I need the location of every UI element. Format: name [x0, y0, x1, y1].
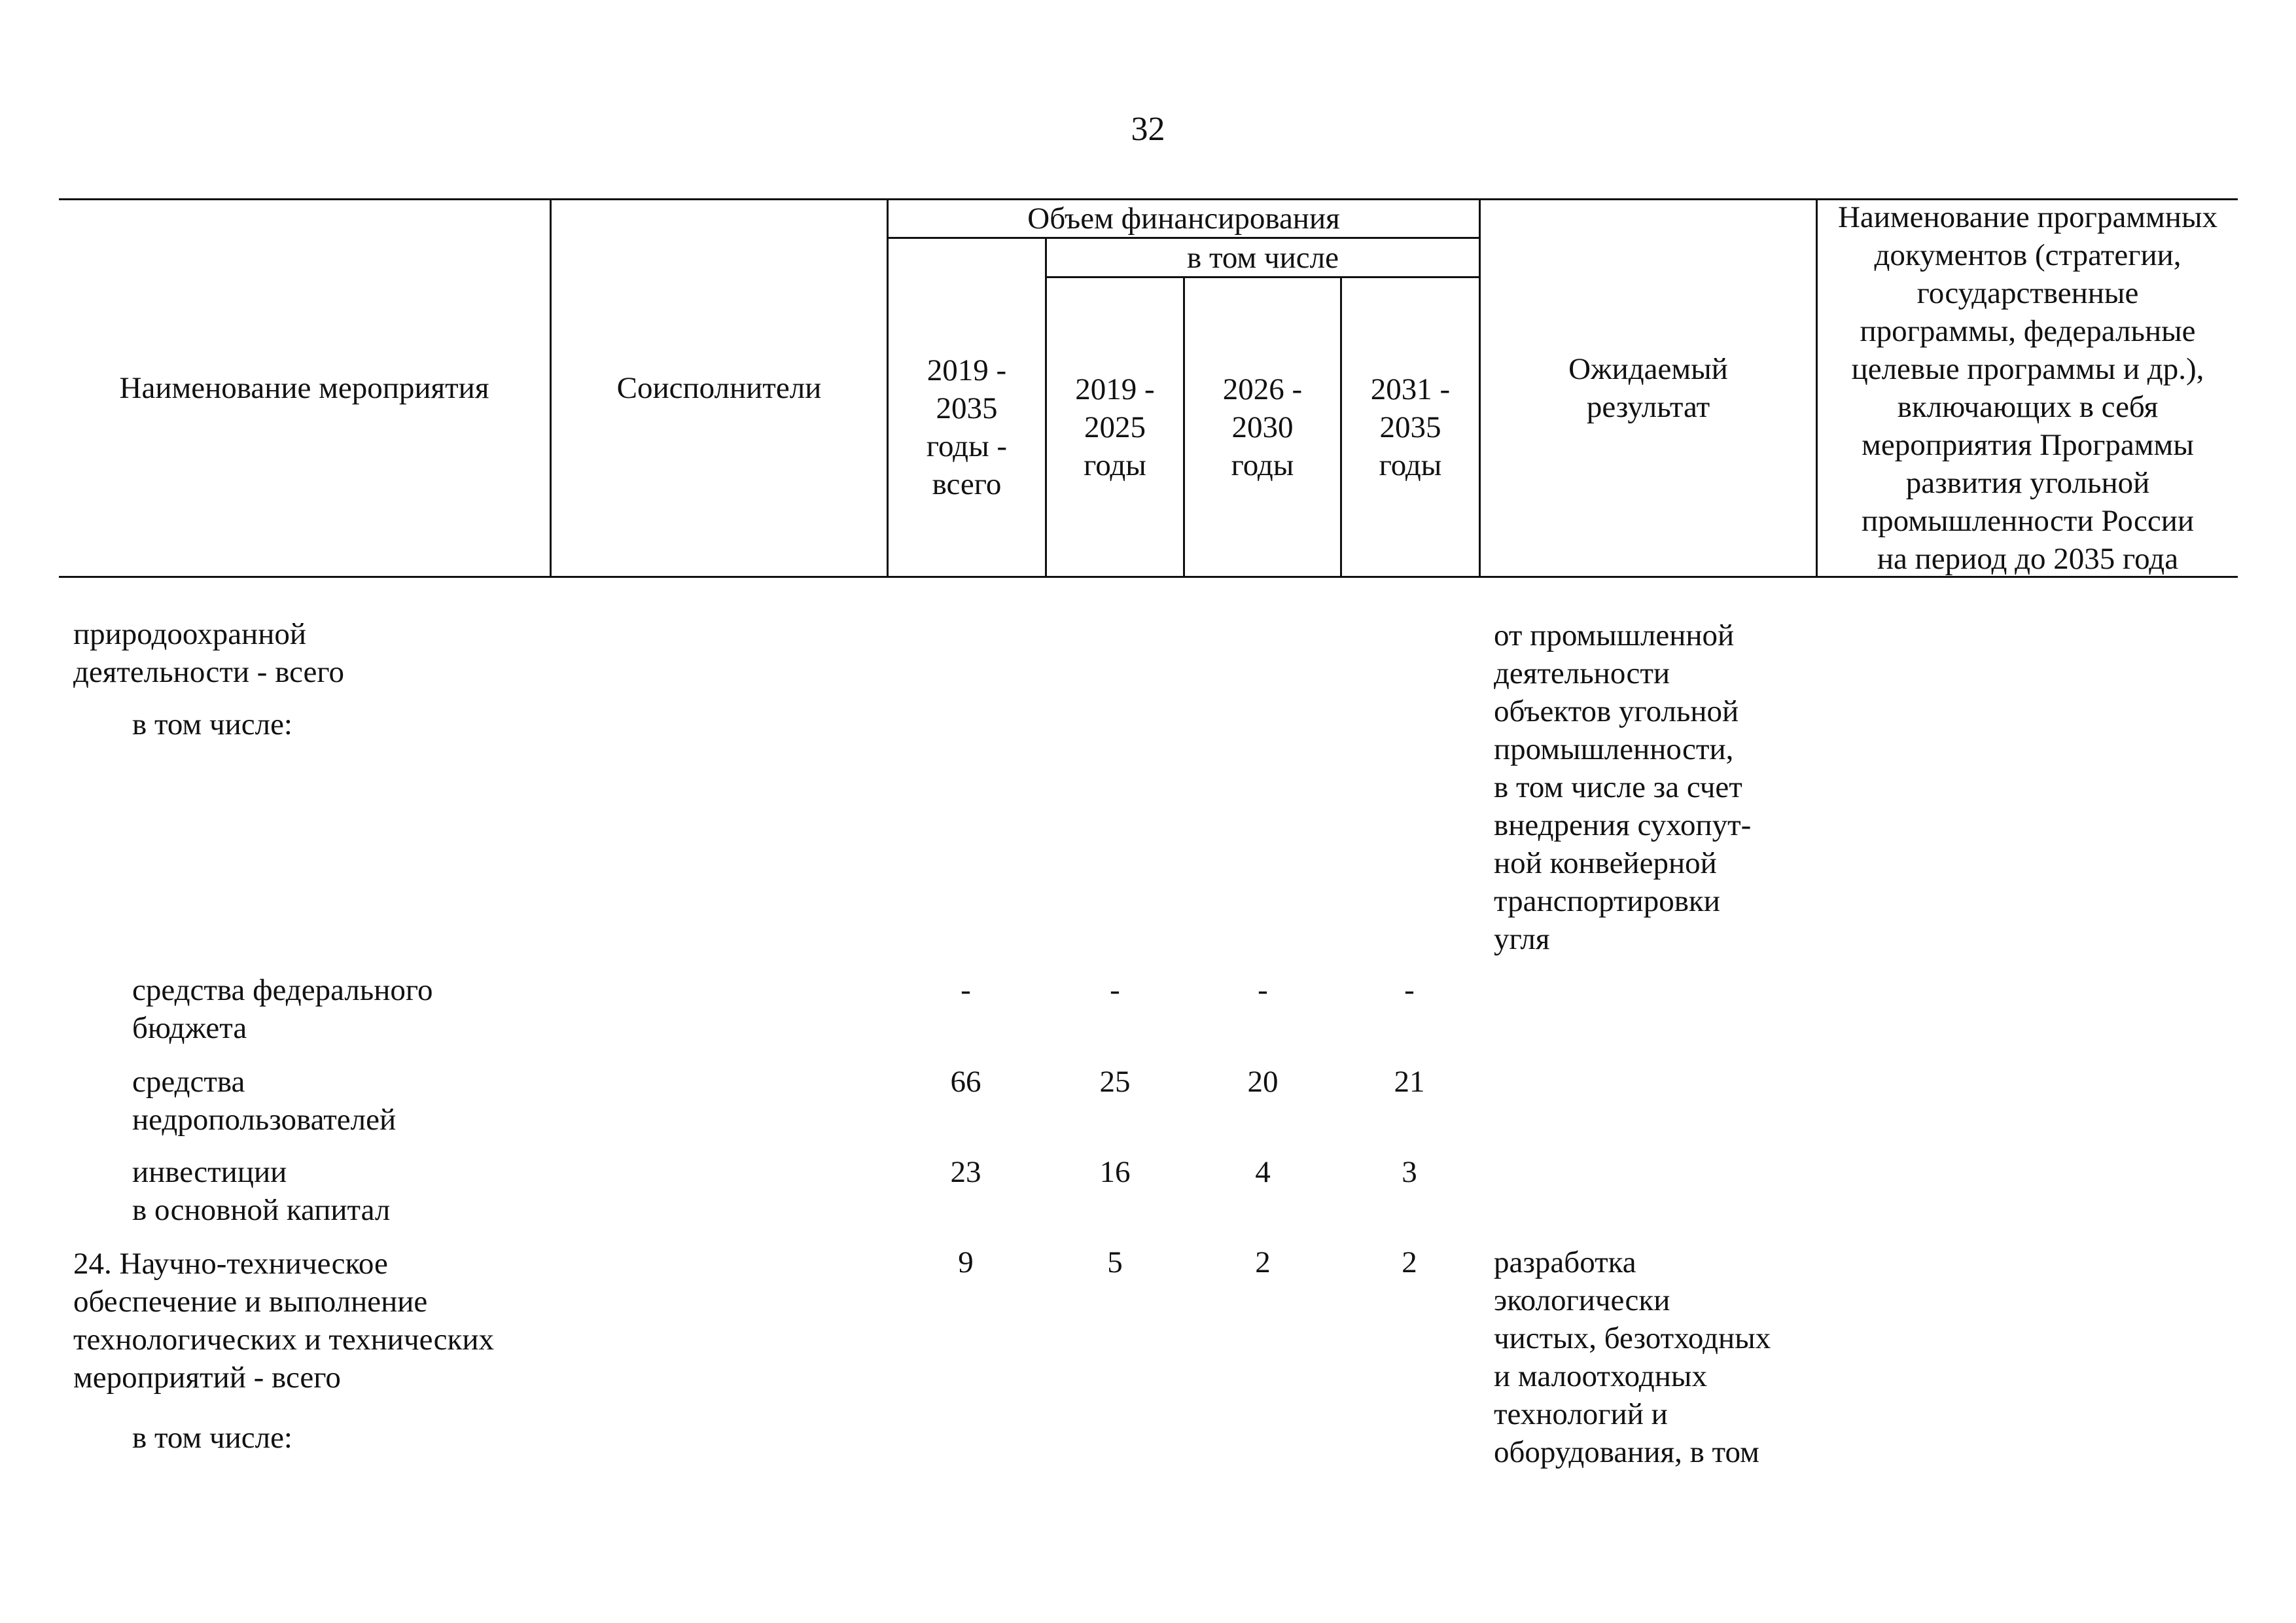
header-funding: Объем финансирования — [1027, 202, 1340, 236]
header-2026-2030: 2026 - 2030 годы — [1222, 372, 1303, 482]
value-2026-2030: 4 — [1255, 1155, 1271, 1189]
value-2031-2035: 2 — [1402, 1245, 1417, 1279]
value-total: 66 — [950, 1065, 981, 1099]
row-event: природоохранной деятельности - всего — [73, 617, 345, 689]
header-event: Наименование мероприятия — [119, 371, 489, 405]
value-2031-2035: - — [1404, 973, 1415, 1007]
value-2031-2035: 3 — [1402, 1155, 1417, 1189]
value-total: 23 — [950, 1155, 981, 1189]
value-2019-2025: - — [1110, 973, 1120, 1007]
value-2019-2025: 16 — [1099, 1155, 1131, 1189]
row-result: разработка экологически чистых, безотходных и малоотходных технологий и оборудования, в том — [1494, 1245, 1771, 1469]
value-2019-2025: 25 — [1099, 1065, 1131, 1099]
row-event: 24. Научно-техническое обеспечение и выполнение технологических и технических мероприятий - всего — [73, 1247, 494, 1395]
page-number: 32 — [1131, 111, 1165, 148]
value-2026-2030: - — [1258, 973, 1268, 1007]
value-2019-2025: 5 — [1107, 1245, 1123, 1279]
header-documents: Наименование программных документов (стратегии, государственные программы, федеральные целевые программы и др.), включающих в себя мероприятия Программы развития угольной промышленности России на период до 2035 года — [1837, 200, 2218, 576]
header-result: Ожидаемый результат — [1568, 352, 1728, 424]
value-2026-2030: 20 — [1247, 1065, 1279, 1099]
row-event: в том числе: — [132, 1421, 292, 1455]
value-total: - — [961, 973, 971, 1007]
row-event: инвестиции в основной капитал — [132, 1155, 391, 1227]
header-including: в том числе — [1187, 240, 1339, 275]
row-event: средства федерального бюджета — [132, 973, 433, 1045]
header-total: 2019 - 2035 годы - всего — [926, 353, 1008, 501]
header-coexecutors: Соисполнители — [616, 371, 822, 405]
value-total: 9 — [958, 1245, 974, 1279]
value-2031-2035: 21 — [1394, 1065, 1425, 1099]
row-event: в том числе: — [132, 707, 292, 741]
row-event: средства недропользователей — [132, 1065, 397, 1137]
header-2031-2035: 2031 - 2035 годы — [1370, 372, 1451, 482]
header-2019-2025: 2019 - 2025 годы — [1075, 372, 1155, 482]
value-2026-2030: 2 — [1255, 1245, 1271, 1279]
row-result: от промышленной деятельности объектов угольной промышленности, в том числе за счет внедрения сухопут- ной конвейерной транспортировки угля — [1494, 618, 1752, 956]
